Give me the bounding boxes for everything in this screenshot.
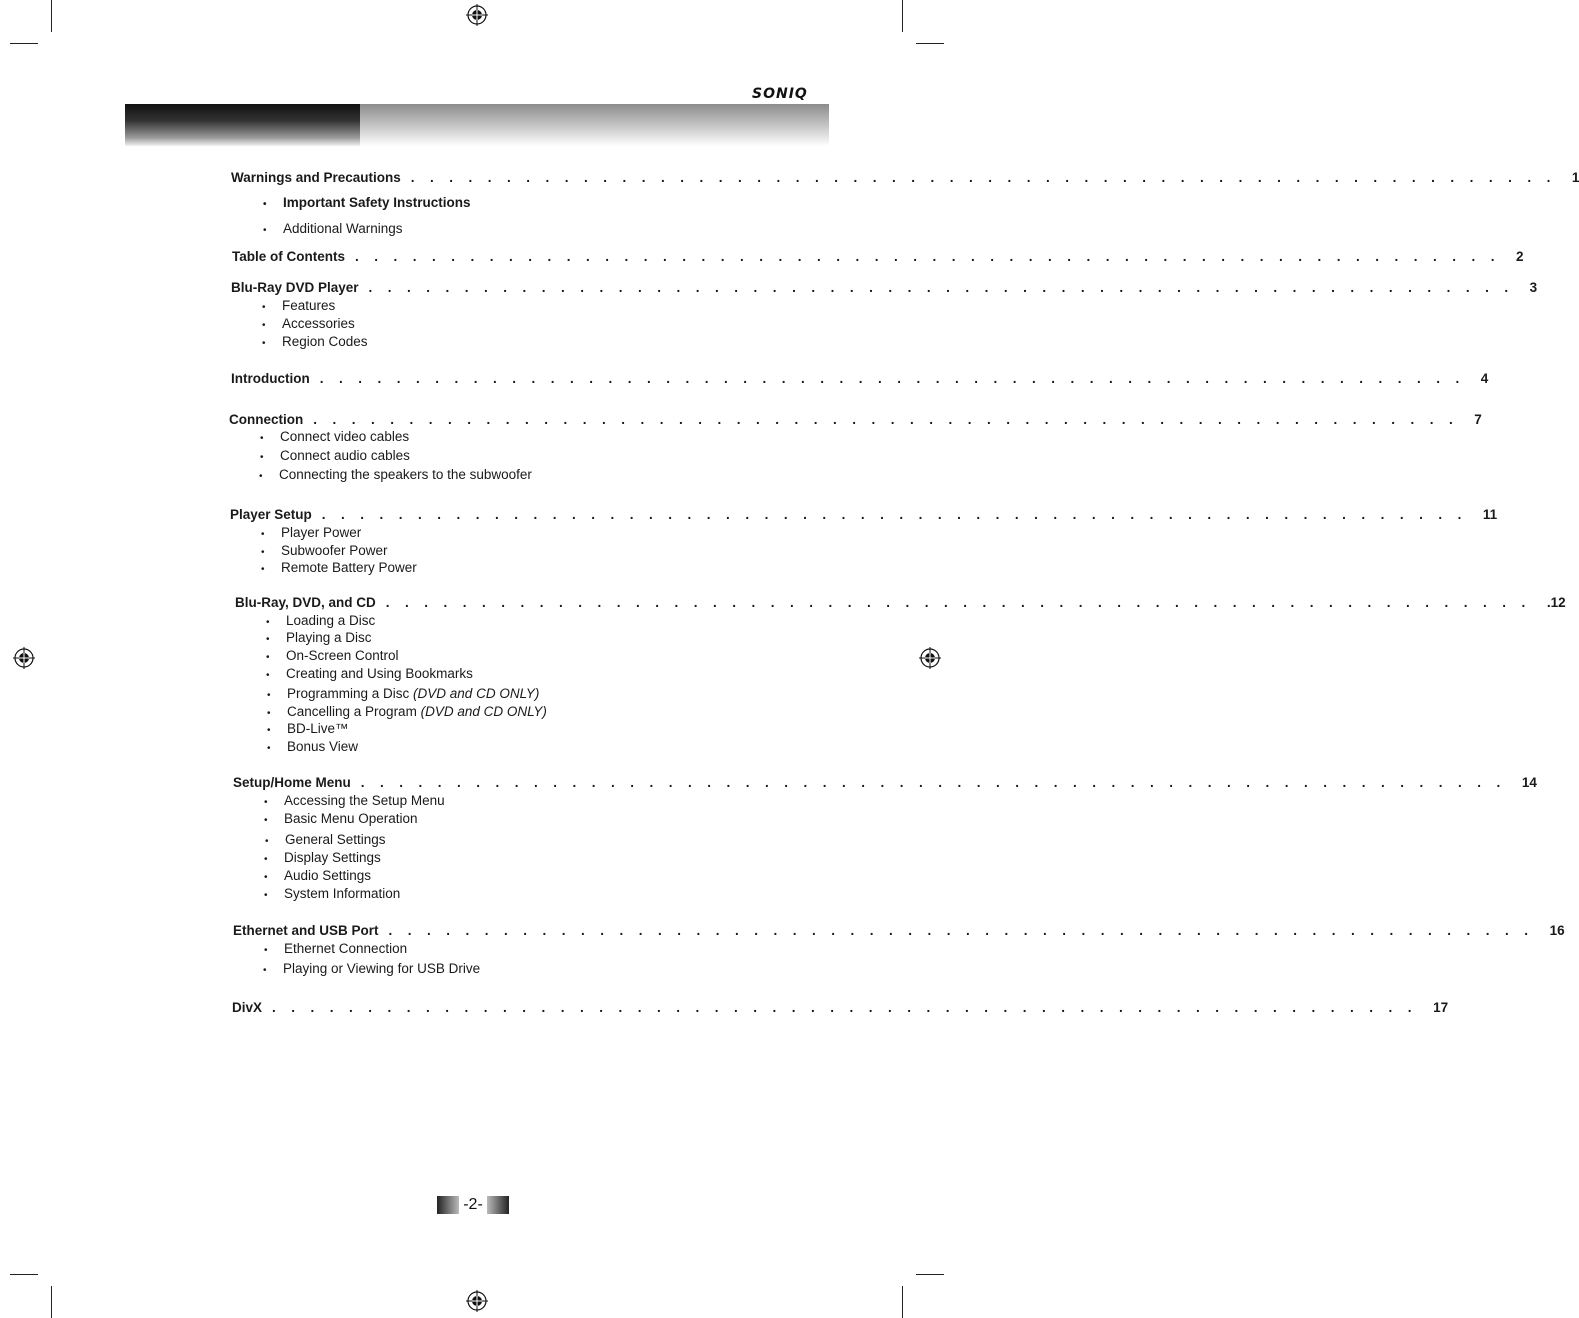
toc-subitem [263, 961, 480, 976]
toc-subitem-label: Creating and Using Bookmarks [286, 666, 473, 681]
toc-subitem [265, 832, 386, 847]
dot-leader: ............................................................ [321, 507, 1477, 522]
header-dark-block [125, 104, 360, 146]
toc-subitem [267, 686, 539, 701]
toc-subitem-label: Playing or Viewing for USB Drive [283, 961, 481, 976]
dot-leader: ............................................................ [319, 371, 1475, 386]
crop-mark [51, 0, 52, 32]
dot-leader: ............................................................ [355, 249, 1511, 264]
toc-subitem [267, 739, 358, 754]
toc-subitem [266, 666, 473, 681]
toc-entry-title: Ethernet and USB Port [233, 923, 379, 938]
bullet-icon: • [261, 547, 265, 558]
toc-subitem [261, 560, 417, 575]
toc-entry-page: 4 [1480, 371, 1489, 386]
toc-entry-page: 7 [1474, 412, 1482, 427]
toc-subitem-label: Loading a Disc [286, 613, 376, 628]
toc-entry [230, 507, 1498, 527]
bullet-icon: • [266, 634, 270, 645]
toc-subitem [263, 195, 471, 210]
crop-mark [916, 1274, 944, 1275]
bullet-icon: • [264, 815, 268, 826]
toc-subitem [267, 704, 547, 719]
toc-entry-title: Introduction [231, 371, 310, 386]
dot-leader: ............................................................ [410, 170, 1566, 185]
toc-subitem [262, 298, 335, 313]
dot-leader: ............................................................ [368, 280, 1524, 295]
bullet-icon: • [264, 890, 268, 901]
bullet-icon: • [267, 743, 271, 754]
toc-subitem-label: Subwoofer Power [281, 543, 388, 558]
toc-subitem [266, 613, 375, 628]
bullet-icon: • [260, 433, 264, 444]
toc-subitem [261, 543, 388, 558]
toc-entry [233, 923, 1565, 943]
toc-entry-title: Connection [229, 412, 304, 427]
toc-entry-page: .12 [1546, 595, 1566, 610]
toc-subitem-label: Basic Menu Operation [284, 811, 418, 826]
dot-leader: ............................................................ [388, 923, 1544, 938]
toc-entry [231, 170, 1579, 190]
toc-entry-title: DivX [232, 1000, 263, 1015]
toc-subitem-label: Connecting the speakers to the subwoofer [279, 467, 532, 482]
toc-entry-title: Blu-Ray DVD Player [231, 280, 359, 295]
crop-mark [10, 43, 38, 44]
toc-subitem [259, 467, 532, 482]
toc-subitem-label: Important Safety Instructions [283, 195, 471, 210]
crop-mark [10, 1274, 38, 1275]
toc-subitem-label: Cancelling a Program [287, 704, 421, 719]
page-number-footer [437, 1196, 509, 1214]
toc-entry-title: Setup/Home Menu [233, 775, 351, 790]
toc-entry [232, 1000, 1449, 1020]
toc-subitem [266, 648, 399, 663]
dot-leader: ............................................................ [385, 595, 1541, 610]
toc-entry [232, 249, 1524, 269]
toc-entry-page: 3 [1529, 280, 1538, 295]
toc-subitem-label: Bonus View [287, 739, 359, 754]
bullet-icon: • [267, 725, 271, 736]
toc-entry-page: 2 [1516, 249, 1524, 264]
crop-mark [902, 0, 903, 32]
toc-entry-title: Table of Contents [232, 249, 345, 264]
toc-subitem [262, 316, 355, 331]
toc-subitem [260, 429, 409, 444]
page-number: -2- [463, 1196, 483, 1213]
toc-entry-page: 16 [1549, 923, 1565, 938]
bullet-icon: • [265, 836, 269, 847]
bullet-icon: • [261, 564, 265, 575]
toc-entry-title: Blu-Ray, DVD, and CD [235, 595, 376, 610]
toc-subitem-label: Playing a Disc [286, 630, 372, 645]
toc-subitem [264, 868, 371, 883]
bullet-icon: • [266, 617, 270, 628]
toc-entry-page: 14 [1521, 775, 1537, 790]
toc-subitem-label: Display Settings [284, 850, 381, 865]
registration-mark-icon [919, 647, 941, 669]
toc-subitem [264, 811, 418, 826]
toc-subitem [260, 448, 410, 463]
bullet-icon: • [264, 854, 268, 865]
bullet-icon: • [262, 302, 266, 313]
bullet-icon: • [262, 320, 266, 331]
bullet-icon: • [263, 965, 267, 976]
bullet-icon: • [267, 690, 271, 701]
bullet-icon: • [261, 529, 265, 540]
toc-entry-title: Warnings and Precautions [231, 170, 401, 185]
toc-subitem-label: Region Codes [282, 334, 368, 349]
toc-subitem-label: BD-Live™ [287, 721, 349, 736]
toc-subitem-label: System Information [284, 886, 401, 901]
bullet-icon: • [259, 471, 263, 482]
page-number-right-bar [487, 1196, 509, 1214]
toc-entry-page: 17 [1433, 1000, 1449, 1015]
page-number-left-bar [437, 1196, 459, 1214]
crop-mark [51, 1286, 52, 1318]
toc-entry-title: Player Setup [230, 507, 312, 522]
toc-subitem [262, 334, 368, 349]
toc-subitem-label: General Settings [285, 832, 386, 847]
toc-subitem-label: On-Screen Control [286, 648, 399, 663]
toc-entry [233, 775, 1537, 795]
toc-subitem [264, 850, 381, 865]
toc-entry [235, 595, 1566, 615]
brand-logo: SONIQ [752, 86, 808, 102]
registration-mark-icon [466, 4, 488, 26]
toc-subitem-label: Features [282, 298, 336, 313]
toc-entry-page: 1 [1571, 170, 1579, 185]
bullet-icon: • [266, 670, 270, 681]
toc-subitem-label: Accessing the Setup Menu [284, 793, 445, 808]
toc-subitem-label: Connect audio cables [280, 448, 410, 463]
registration-mark-icon [466, 1290, 488, 1312]
bullet-icon: • [260, 452, 264, 463]
bullet-icon: • [263, 199, 267, 210]
bullet-icon: • [262, 338, 266, 349]
bullet-icon: • [264, 945, 268, 956]
dot-leader: ............................................................ [313, 412, 1469, 427]
toc-subitem [264, 886, 400, 901]
toc-subitem [261, 525, 361, 540]
crop-mark [902, 1286, 903, 1318]
toc-subitem-label: Additional Warnings [283, 221, 403, 236]
dot-leader: ............................................................ [360, 775, 1516, 790]
bullet-icon: • [267, 708, 271, 719]
toc-subitem-label: Player Power [281, 525, 362, 540]
dot-leader: ............................................................ [272, 1000, 1428, 1015]
toc-entry [231, 371, 1489, 391]
toc-subitem-label: Programming a Disc [287, 686, 414, 701]
toc-entry-page: 11 [1482, 507, 1498, 522]
toc-subitem-note: (DVD and CD ONLY) [420, 704, 547, 719]
toc-entry [231, 280, 1538, 300]
toc-subitem [264, 941, 407, 956]
bullet-icon: • [263, 225, 267, 236]
toc-subitem [266, 630, 372, 645]
registration-mark-icon [13, 647, 35, 669]
toc-subitem [264, 793, 445, 808]
toc-subitem-label: Ethernet Connection [284, 941, 408, 956]
toc-subitem-label: Connect video cables [280, 429, 410, 444]
bullet-icon: • [266, 652, 270, 663]
toc-subitem-label: Accessories [282, 316, 355, 331]
toc-subitem [263, 221, 403, 236]
toc-subitem [267, 721, 349, 736]
crop-mark [916, 43, 944, 44]
toc-subitem-note: (DVD and CD ONLY) [413, 686, 540, 701]
toc-subitem-label: Remote Battery Power [281, 560, 417, 575]
bullet-icon: • [264, 872, 268, 883]
toc-subitem-label: Audio Settings [284, 868, 372, 883]
bullet-icon: • [264, 797, 268, 808]
